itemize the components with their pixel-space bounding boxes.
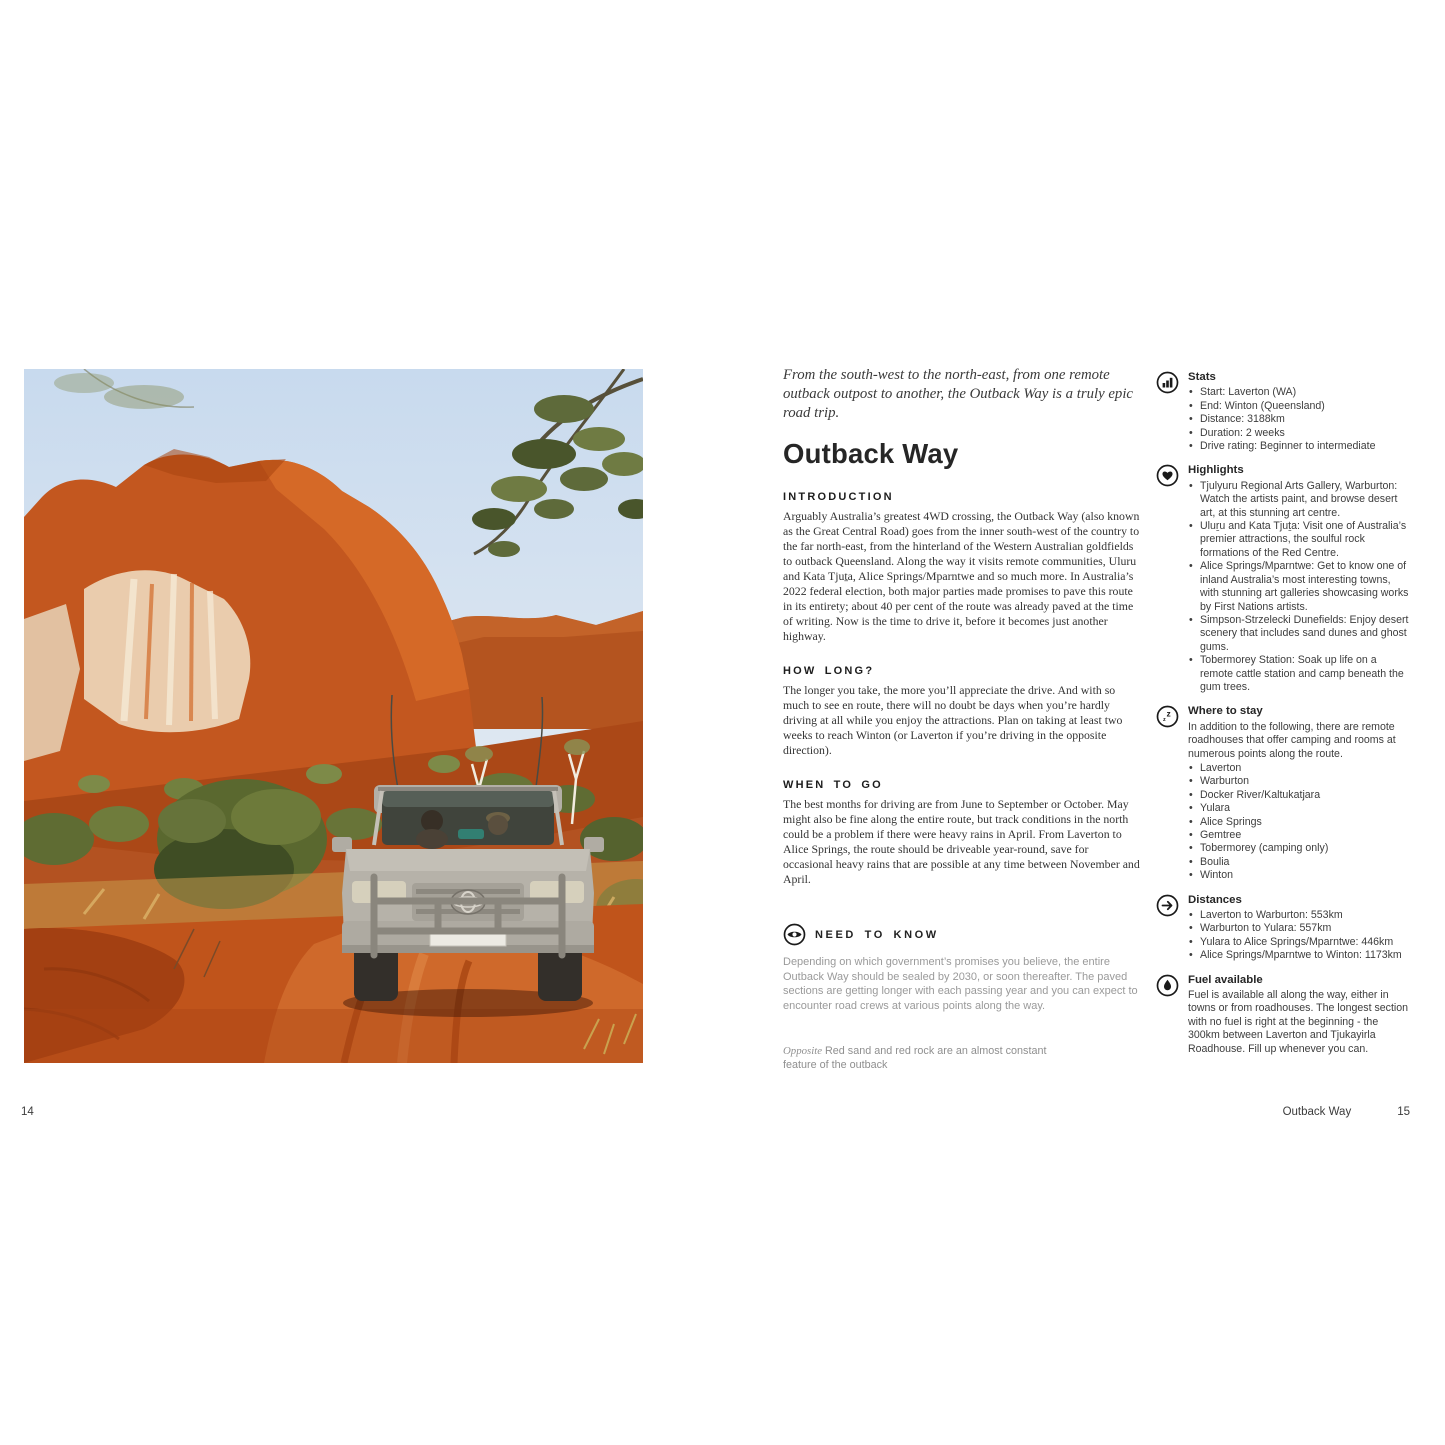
need-to-know-heading: NEED TO KNOW <box>815 928 939 941</box>
section-heading: INTRODUCTION <box>783 491 894 503</box>
section-body: The best months for driving are from June to September or October. May might also be fine along the entire route, but track conditions in the north could be a problem if there were heavy rains in April. From Laverton to Alice Springs, the route should be driveable year-round, save for occasional heavy rains that are possible at any time between November and April. <box>783 797 1140 886</box>
section-heading: WHEN TO GO <box>783 779 883 791</box>
outback-photo <box>24 369 643 1063</box>
list-item: • Alice Springs/Mparntwe to Winton: 1173km <box>1188 949 1412 962</box>
svg-text:z: z <box>1166 708 1171 719</box>
list-item: • Laverton <box>1188 762 1412 775</box>
page-number-left: 14 <box>21 1106 34 1118</box>
list-item: • Gemtree <box>1188 829 1412 842</box>
sidebar-list <box>1188 386 1412 453</box>
sidebar-section-fuel <box>1156 974 1412 1057</box>
list-item: • Tobermorey (camping only) <box>1188 842 1412 855</box>
main-column <box>783 366 1140 1072</box>
sidebar-title: Fuel available <box>1188 973 1263 986</box>
page-number-right: 15 <box>1397 1106 1410 1118</box>
list-item: • Yulara <box>1188 802 1412 815</box>
list-item: • Warburton <box>1188 775 1412 788</box>
svg-text:z: z <box>1163 717 1166 724</box>
list-item: • Simpson-Strzelecki Dunefields: Enjoy desert scenery that includes sand dunes and ghost gums. <box>1188 614 1412 654</box>
list-item: • Alice Springs <box>1188 816 1412 829</box>
eye-icon <box>783 923 806 946</box>
list-item: • Laverton to Warburton: 553km <box>1188 909 1412 922</box>
list-item: • Duration: 2 weeks <box>1188 427 1412 440</box>
list-item: • Boulia <box>1188 856 1412 869</box>
sidebar-intro: Fuel is available all along the way, either in towns or from roadhouses. The longest section with no fuel is right at the beginning - the 300km between Laverton and Tjukayirla Roadhouse. Fill up whenever you can. <box>1188 989 1409 1055</box>
info-sidebar <box>1156 371 1412 1068</box>
sidebar-intro: In addition to the following, there are remote roadhouses that offer camping and rooms at numerous points along the route. <box>1188 720 1396 760</box>
section-how-long <box>783 665 1140 758</box>
list-item: • Tobermorey Station: Soak up life on a remote cattle station and camp beneath the gum trees. <box>1188 654 1412 694</box>
sidebar-list <box>1188 762 1412 883</box>
outback-photo-illustration <box>24 369 643 1063</box>
sidebar-list <box>1188 909 1412 963</box>
list-item: • Drive rating: Beginner to intermediate <box>1188 440 1412 453</box>
need-to-know-box <box>783 923 1140 1013</box>
list-item: • Winton <box>1188 869 1412 882</box>
list-item: • Alice Springs/Mparntwe: Get to know one of inland Australia’s most interesting towns, with stunning art galleries showcasing works by First Nations artists. <box>1188 560 1412 614</box>
sidebar-section-highlights <box>1156 464 1412 694</box>
section-introduction <box>783 491 1140 644</box>
section-when-to-go <box>783 779 1140 887</box>
list-item: • Distance: 3188km <box>1188 413 1412 426</box>
list-item: • End: Winton (Queensland) <box>1188 400 1412 413</box>
sleep-icon <box>1156 705 1179 882</box>
footer-chapter-title: Outback Way <box>1282 1106 1352 1118</box>
right-page-footer <box>1157 1106 1410 1118</box>
page-title: Outback Way <box>783 438 959 469</box>
section-body: The longer you take, the more you’ll appreciate the drive. And with so much to see en route, there will no doubt be days when you’re hardly driving at all while you enjoy the attractions. Plan on taking at least two weeks to reach Winton (or Laverton if you’re driving in the opposite direction). <box>783 683 1123 757</box>
sidebar-title: Highlights <box>1188 464 1244 477</box>
section-body: Arguably Australia’s greatest 4WD crossing, the Outback Way (also known as the Great Central Road) goes from the inner south-west of the country to the far north-east, from the hinterland of the Western Australian goldfields to outback Queensland. Along the way it visits remote communities, Uluru and Kata Tjuṯa, Alice Springs/Mparntwe and so much more. In Australia’s 2022 federal election, both major parties made promises to pave this route in its entirety; about 40 per cent of the route was already paved at the time of writing. Now is the time to drive it, before it becomes just another highway. <box>783 509 1140 643</box>
arrow-icon <box>1156 894 1179 963</box>
fuel-icon <box>1156 974 1179 1057</box>
caption-prefix: Opposite <box>783 1045 822 1057</box>
stats-icon <box>1156 371 1179 453</box>
sidebar-section-distances <box>1156 894 1412 963</box>
photo-caption <box>783 1044 1059 1072</box>
sidebar-list <box>1188 480 1412 695</box>
sidebar-title: Distances <box>1188 893 1242 906</box>
sidebar-section-where-to-stay <box>1156 705 1412 882</box>
intro-quote: From the south-west to the north-east, from one remote outback outpost to another, the Outback Way is a truly epic road trip. <box>783 367 1134 421</box>
sidebar-section-stats <box>1156 371 1412 453</box>
sidebar-title: Where to stay <box>1188 705 1263 718</box>
list-item: • Uluṟu and Kata Tjuṯa: Visit one of Australia’s premier attractions, the soulful rock formations of the Red Centre. <box>1188 520 1412 560</box>
sidebar-title: Stats <box>1188 371 1216 383</box>
section-heading: HOW LONG? <box>783 665 875 677</box>
list-item: • Start: Laverton (WA) <box>1188 386 1412 399</box>
list-item: • Tjulyuru Regional Arts Gallery, Warburton: Watch the artists paint, and browse desert art, at this stunning art centre. <box>1188 480 1412 520</box>
heart-icon <box>1156 464 1179 694</box>
caption-text: Red sand and red rock are an almost constant feature of the outback <box>783 1045 1047 1071</box>
list-item: • Yulara to Alice Springs/Mparntwe: 446km <box>1188 936 1412 949</box>
list-item: • Warburton to Yulara: 557km <box>1188 922 1412 935</box>
list-item: • Docker River/Kaltukatjara <box>1188 789 1412 802</box>
need-to-know-body: Depending on which government’s promises you believe, the entire Outback Way should be sealed by 2030, or soon thereafter. The paved sections are getting longer with each passing year and you can expect to encounter road crews at various points along the way. <box>783 956 1138 1012</box>
